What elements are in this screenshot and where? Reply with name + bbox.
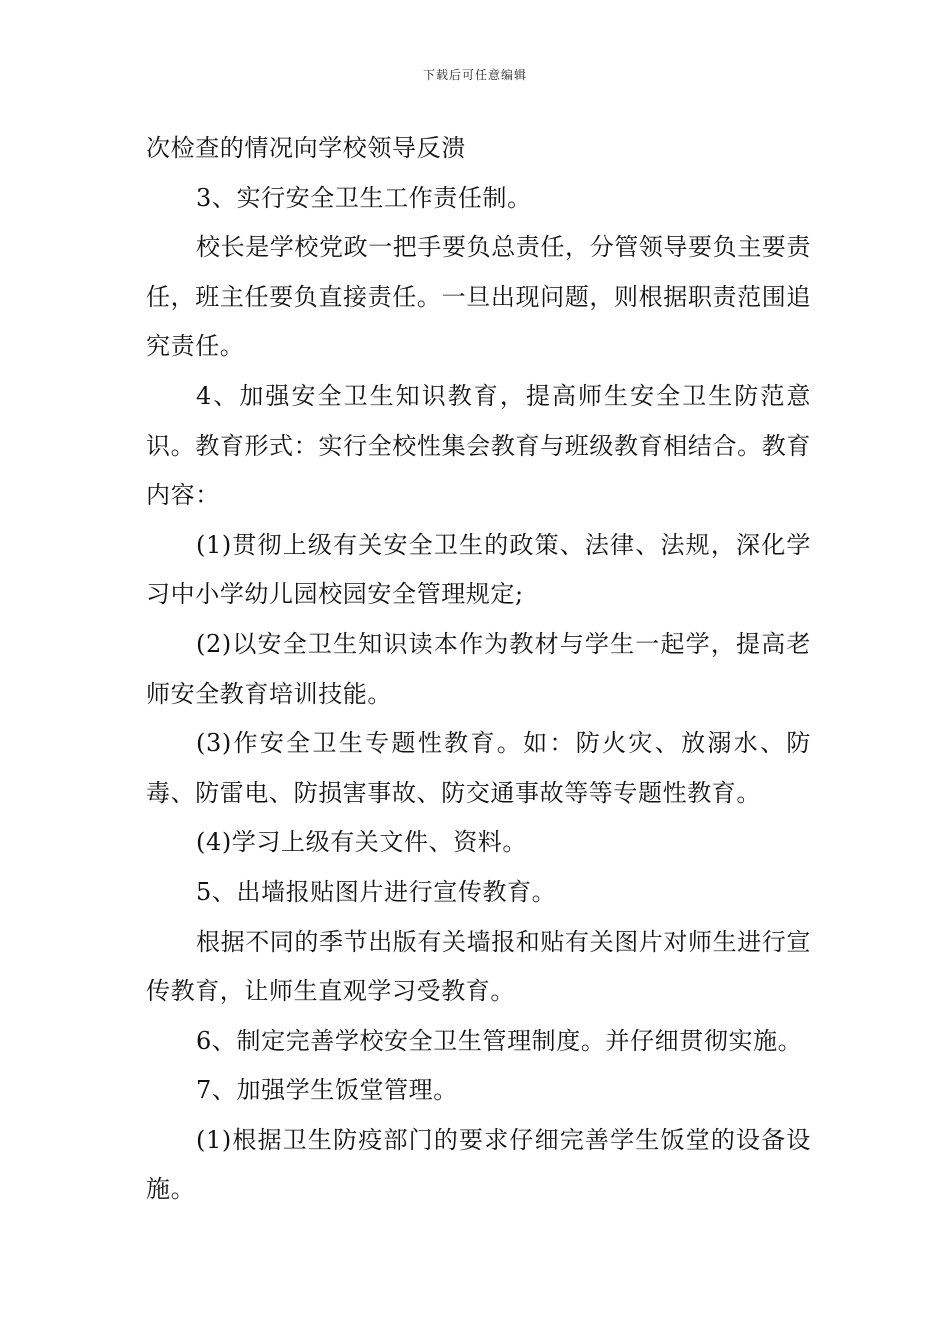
page-header: 下载后可任意编辑 (422, 68, 527, 82)
paragraph-5: (1)贯彻上级有关安全卫生的政策、法律、法规，深化学习中小学幼儿园校园安全管理规定; (146, 530, 811, 609)
paragraph-7: (3)作安全卫生专题性教育。如：防火灾、放溺水、防毒、防雷电、防损害事故、防交通事故等等专题性教育。 (146, 729, 811, 807)
paragraph-11: 6、制定完善学校安全卫生管理制度。并仔细贯彻实施。 (196, 1026, 803, 1055)
paragraph-8: (4)学习上级有关文件、资料。 (196, 828, 527, 857)
paragraph-2: 3、实行安全卫生工作责任制。 (196, 183, 532, 212)
paragraph-13: (1)根据卫生防疫部门的要求仔细完善学生饭堂的设备设施。 (146, 1125, 811, 1204)
paragraph-12: 7、加强学生饭堂管理。 (196, 1076, 458, 1105)
paragraph-3: 校长是学校党政一把手要负总责任，分管领导要负主要责任，班主任要负直接责任。一旦出现问题，则根据职责范围追究责任。 (146, 233, 811, 361)
paragraph-6: (2)以安全卫生知识读本作为教材与学生一起学，提高老师安全教育培训技能。 (146, 629, 811, 708)
paragraph-1: 次检查的情况向学校领导反溃 (146, 134, 466, 162)
paragraph-9: 5、出墙报贴图片进行宣传教育。 (196, 877, 557, 906)
document-body (146, 124, 811, 1215)
paragraph-10: 根据不同的季节出版有关墙报和贴有关图片对师生进行宣传教育，让师生直观学习受教育。 (146, 927, 811, 1006)
paragraph-4: 4、加强安全卫生知识教育，提高师生安全卫生防范意识。教育形式：实行全校性集会教育与班级教育相结合。教育内容： (146, 381, 811, 510)
